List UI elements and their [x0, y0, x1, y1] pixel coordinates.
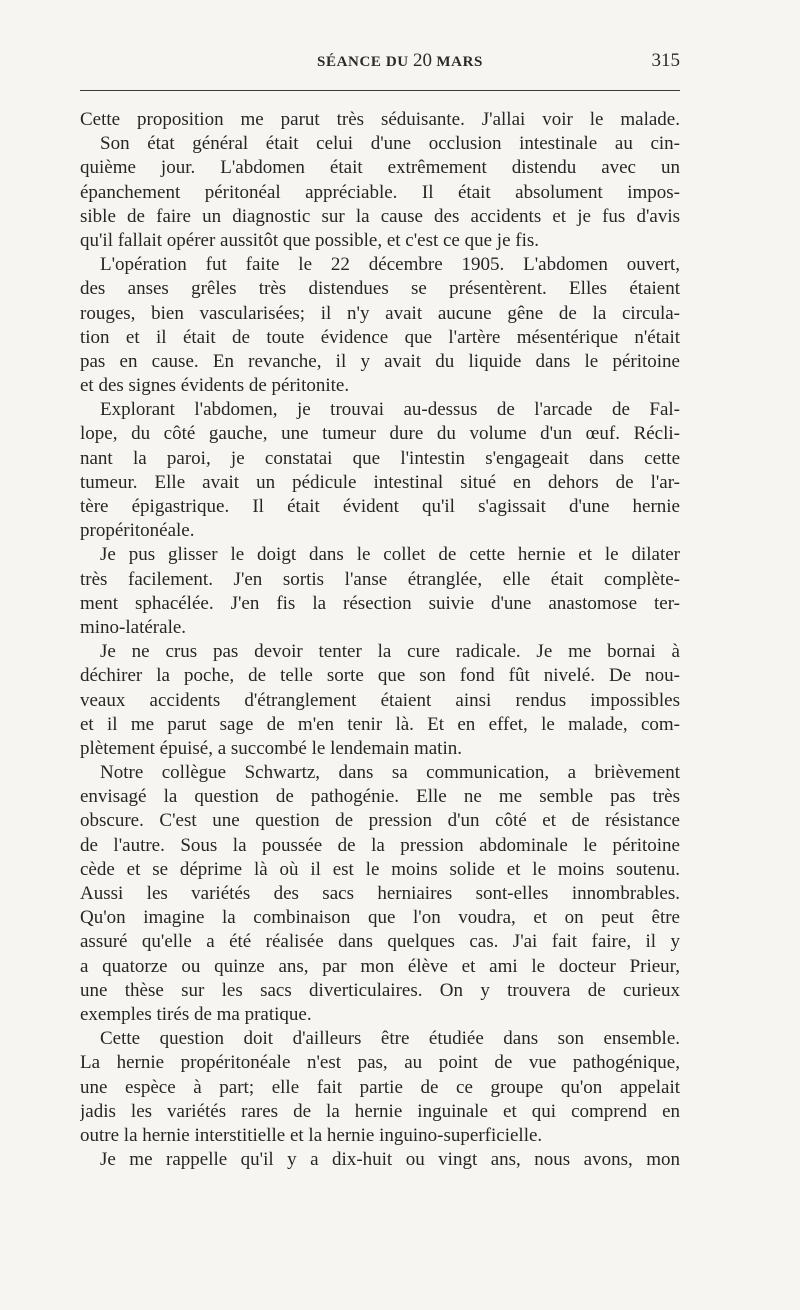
running-title: [80, 46, 680, 77]
text-line: Aussi les variétés des sacs herniaires sont-elles innombrables.: [80, 883, 680, 904]
text-line: Son état général était celui d'une occlusion intestinale au cin-: [100, 133, 680, 155]
text-line: rouges, bien vascularisées; il n'y avait aucune gêne de la circula-: [80, 302, 680, 324]
text-line: tère épigastrique. Il était évident qu'il s'agissait d'une hernie: [80, 496, 680, 517]
text-line: Qu'on imagine la combinaison que l'on voudra, et on peut être: [80, 907, 680, 929]
text-line: Je me rappelle qu'il y a dix-huit ou vingt ans, nous avons, mon: [100, 1149, 680, 1171]
text-line: tion et il était de toute évidence que l'artère mésentérique n'était: [80, 326, 680, 348]
text-line: quième jour. L'abdomen était extrêmement distendu avec un: [80, 157, 680, 179]
text-line: Cette proposition me parut très séduisante. J'allai voir le malade.: [80, 109, 680, 130]
text-line: obscure. C'est une question de pression d'un côté et de résistance: [80, 810, 680, 832]
text-line: mino-latérale.: [80, 616, 187, 638]
text-line: épanchement péritonéal appréciable. Il était absolument impos-: [80, 181, 680, 203]
running-title-month: MARS: [432, 54, 483, 70]
text-line: pas en cause. En revanche, il y avait du liquide dans le péritoine: [80, 350, 680, 372]
text-line: une espèce à part; elle fait partie de ce groupe qu'on appelait: [80, 1076, 680, 1098]
body-text: [80, 108, 680, 1172]
text-line: La hernie propéritonéale n'est pas, au point de vue pathogénique,: [80, 1052, 680, 1074]
text-line: a quatorze ou quinze ans, par mon élève et ami le docteur Prieur,: [80, 955, 680, 977]
text-line: Je pus glisser le doigt dans le collet de cette hernie et le dilater: [100, 544, 680, 566]
text-line: très facilement. J'en sortis l'anse étranglée, elle était complète-: [80, 568, 680, 590]
text-line: et il me parut sage de m'en tenir là. Et en effet, le malade, com-: [80, 713, 680, 735]
text-line: Notre collègue Schwartz, dans sa communication, a brièvement: [100, 762, 680, 784]
text-line: qu'il fallait opérer aussitôt que possible, et c'est ce que je fis.: [80, 229, 540, 251]
text-line: assuré qu'elle a été réalisée dans quelques cas. J'ai fait faire, il y: [80, 931, 680, 953]
running-header: [80, 46, 680, 76]
text-line: une thèse sur les sacs diverticulaires. On y trouvera de curieux: [80, 979, 680, 1001]
text-line: ment sphacélée. J'en fis la résection suivie d'une anastomose ter-: [80, 592, 680, 614]
text-line: lope, du côté gauche, une tumeur dure du volume d'un œuf. Récli-: [80, 423, 680, 445]
text-line: déchirer la poche, de telle sorte que son fond fût nivelé. De nou-: [80, 665, 680, 687]
text-line: Cette question doit d'ailleurs être étudiée dans son ensemble.: [100, 1028, 680, 1050]
text-line: veaux accidents d'étranglement étaient ainsi rendus impossibles: [80, 689, 680, 711]
text-line: Je ne crus pas devoir tenter la cure radicale. Je me bornai à: [100, 641, 680, 663]
text-line: et des signes évidents de péritonite.: [80, 375, 350, 397]
running-title-prefix: SÉANCE DU: [317, 54, 414, 70]
text-line: propéritonéale.: [80, 520, 195, 542]
text-line: tumeur. Elle avait un pédicule intestinal situé en dehors de l'ar-: [80, 471, 680, 493]
text-line: exemples tirés de ma pratique.: [80, 1003, 312, 1025]
text-line: Explorant l'abdomen, je trouvai au-dessus de l'arcade de Fal-: [100, 399, 680, 421]
text-line: sible de faire un diagnostic sur la cause des accidents et je fus d'avis: [80, 205, 680, 227]
text-line: jadis les variétés rares de la hernie inguinale et qui comprend en: [80, 1100, 680, 1122]
page-number: 315: [651, 50, 680, 71]
text-line: envisagé la question de pathogénie. Elle ne me semble pas très: [80, 786, 680, 808]
header-rule: [80, 90, 680, 91]
text-line: cède et se déprime là où il est le moins solide et le moins soutenu.: [80, 858, 680, 880]
text-line: outre la hernie interstitielle et la hernie inguino-superficielle.: [80, 1124, 543, 1146]
text-line: des anses grêles très distendues se présentèrent. Elles étaient: [80, 278, 680, 300]
text-line: plètement épuisé, a succombé le lendemain matin.: [80, 737, 462, 759]
text-line: L'opération fut faite le 22 décembre 1905. L'abdomen ouvert,: [100, 254, 680, 276]
running-title-day: 20: [413, 50, 433, 71]
text-line: de l'autre. Sous la poussée de la pression abdominale le péritoine: [80, 834, 680, 856]
text-line: nant la paroi, je constatai que l'intestin s'engageait dans cette: [80, 447, 680, 469]
